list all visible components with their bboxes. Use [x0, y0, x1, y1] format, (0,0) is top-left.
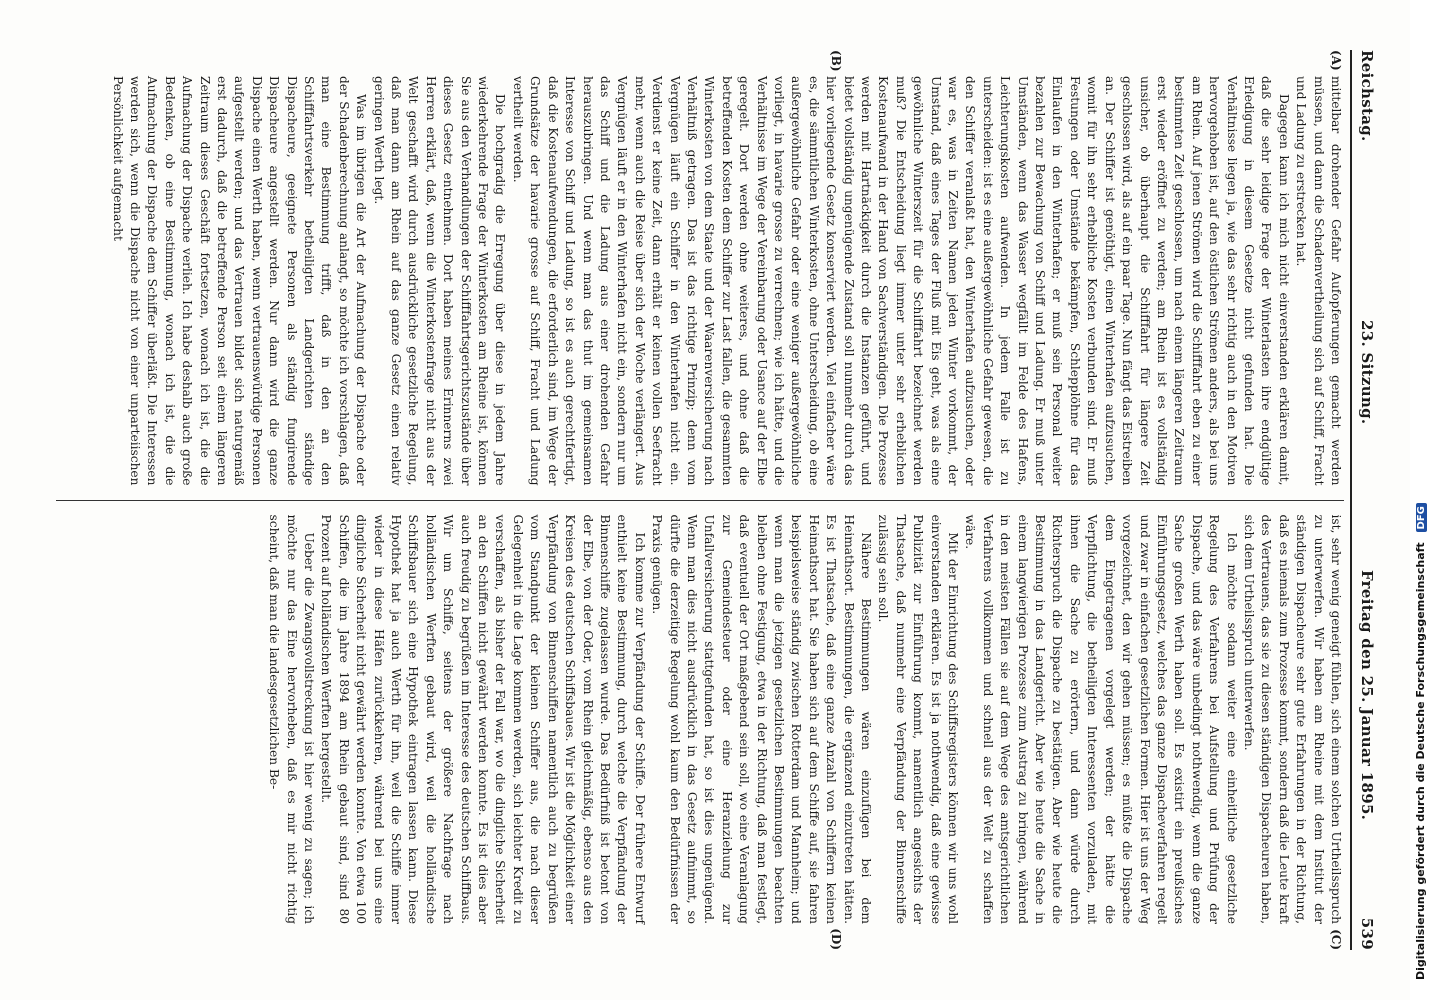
- stamp-text: [1414, 0, 1427, 980]
- header-session: 23. Sitzung.: [1358, 320, 1376, 425]
- paragraph: Nähere Bestimmungen wären einzufügen bei dem Heimathsort. Bestimmungen, die ergänzend einzutreten hätten. Es ist Thatsache, daß eine ganze Anzahl von Schiffern keinen Heimathsort hat. Sie haben sich auf dem Schiffe auf, sie fahren beispielsweise ständig zwischen Rotterdam und Mannheim; und wenn man die jetzigen gesetzlichen Bestimmungen beachten bleiben ohne Festigung, etwa in der Richtung, daß man festlegt, daß eventuell der Ort maßgebend sein soll, wo eine Veranlagung zur Gemeindesteuer oder eine Heranziehung zur Unfallversicherung stattgefunden hat, so ist dies ungenügend. Wenn man dies nicht ausdrücklich in das Gesetz aufnimmt, so dürfte die derzeitige Regelung wohl kaum den Bedürfnissen der Praxis genügen.: [650, 514, 874, 924]
- margin-marker-a: (A): [1329, 50, 1343, 71]
- page-header: [1350, 50, 1378, 950]
- margin-marker-b: (B): [829, 50, 843, 72]
- text-columns: [56, 50, 1344, 950]
- digitization-stamp: [1410, 0, 1432, 1000]
- paragraph: Ueber die Zwangsvollstreckung ist hier wenig zu sagen; ich möchte nur das Eine hervorheben, daß es mir nicht richtig scheint, daß man die landesgesetzlichen Be-: [267, 514, 317, 924]
- paragraph: Mit der Einrichtung des Schiffsregisters können wir uns wohl einverstanden erklären. Es ist ja nothwendig, daß eine gewisse Publizität zur Einführung kommt, namentlich angesichts der Thatsache, daß nunmehr eine Verpfändung der Binnenschiffe zulässig sein soll.: [876, 514, 961, 924]
- header-title: Reichstag.: [1358, 50, 1376, 142]
- margin-marker-d: (D): [829, 928, 843, 950]
- paragraph: mittelbar drohender Gefahr Aufopferungen gemacht werden müssen, und dann die Schadenvertheilung sich auf Schiff, Fracht und Ladung zu erstrecken hat.: [1294, 76, 1343, 486]
- margin-marker-c: (C): [1329, 929, 1343, 950]
- header-page-number: 539: [1358, 917, 1376, 950]
- dfg-logo: DFG: [1416, 503, 1427, 532]
- paragraph: Ich möchte sodann weiter eine einheitliche gesetzliche Regelung des Verfahrens bei Aufstellung und Prüfung der Dispache, und das wäre unbedingt nothwendig, wenn die ganze Sache großen Werth haben soll. Es existirt ein preußisches Einführungsgesetz, welches das ganze Dispacheverfahren regelt und zwar in einfachen gesetzlichen Formen. Hier ist uns der Weg vorgezeichnet, den wir gehen müssen; es müßte die Dispache dem Eingetragenen vorgelegt werden; der hätte die Verpflichtung, die betheiligten Interessenten vorzuladen, mit ihnen die Sache zu erörtern, und dann würde durch Richterspruch die Dispache zu bestätigen. Aber wie heute die Bestimmung in das Landgericht. Aber wie heute die Sache in einem langwierigen Prozesse zum Austrag zu bringen, während in den meisten Fällen sie auf dem Wege des amtsgerichtlichen Verfahrens vollkommen und schnell aus der Welt zu schaffen wäre.: [963, 514, 1239, 924]
- paragraph: Was im übrigen die Art der Aufmachung der Dispache oder der Schadenberechnung anlangt, so möchte ich vorschlagen, daß man eine Bestimmung trifft, daß in den an den Schifffahrtsverkehr betheiligten Landgerichten ständige Dispacheure, geeignete Personen als ständig fungirende Dispacheure angestellt werden. Nur dann wird die ganze Dispache einen Werth haben, wenn vertrauenswürdige Personen aufgestellt werden; und das Vertrauen bildet sich naturgemäß erst dadurch, daß die betreffende Person seit einem längeren Zeitraum dieses Geschäft fortsetzen, wonach ich ist, die die Aufmachung der Dispache verlieh. Ich habe deshalb auch große Bedenken, ob eine Bestimmung, wonach ich ist, die die Aufmachung der Dispache dem Schiffer überläßt. Die Interessen werden sich, wenn die Dispache nicht von einer unparteiischen Persönlichkeit aufgemacht: [110, 76, 369, 486]
- rotated-scan: [36, 20, 1396, 980]
- paragraph: Die hochgradig die Erregung über diese in jedem Jahre wiederkehrende Frage der Winterkosten am Rheine ist, können Sie aus den Verhandlungen der Schifffahrtsgerichtszustände über dieses Gesetz entnehmen. Dort haben meines Erinnerns zwei Herren erklärt, daß, wenn die Winterkostenfrage nicht aus der Welt geschafft wird durch ausdrückliche gesetzliche Regelung, daß man dann am Rhein auf das ganze Gesetz einen relativ geringen Werth legt.: [371, 76, 508, 486]
- column-right: [56, 501, 1344, 951]
- header-date: Freitag den 25. Januar 1895.: [1358, 570, 1376, 821]
- column-left: [56, 50, 1344, 500]
- paragraph: ist, sehr wenig geneigt fühlen, sich einem solchen Urtheilsspruch zu unterwerfen. Wir haben am Rheine mit dem Institut der ständigen Dispacheure sehr gute Erfahrungen in der Richtung, daß es niemals zum Prozesse kommt, sondern daß die Leute kraft des Vertrauens, das sie zu diesen ständigen Dispacheuren haben, sich dem Urtheilsspruch unterwerfen.: [1241, 514, 1343, 924]
- stamp-caption: Digitalisierung gefördert durch die Deutsche Forschungsgemeinschaft: [1414, 542, 1427, 980]
- paragraph: Ich komme zur Verpfändung der Schiffe. Der frühere Entwurf enthielt keine Bestimmung, durch welche die Verpfändung der Binnenschiffe zugelassen wurde. Das Bedürfniß ist betont von der Elbe, von der Oder, vom Rhein gleichmäßig, ebenso aus den Kreisen des deutschen Schiffsbaues. Wir ist die Möglichkeit einer Verpfändung von Binnenschiffen namentlich auch zu begrüßen vom Standpunkt der kleinen Schiffer aus, die nach dieser Gelegenheit in die Lage kommen werden, sich leichter Kredit zu verschaffen, als bisher der Fall war, wo die dingliche Sicherheit an den Schiffen nicht gewährt werden konnte. Es ist dies aber auch freudig zu begrüßen im Interesse des deutschen Schiffbaus. Wir um Schiffe, seitens der größere Nachfrage nach holländischen Werften gebaut wird, weil die holländische Schiffsbauer sich eine Hypothek eintragen lassen kann. Diese Hypothek hat ja auch Werth für ihn, weil die Schiffe immer wieder in diese Häfen zurückkehren, während bei uns eine dingliche Sicherheit nicht gewährt werden konnte. Von etwa 100 Schiffen, die im Jahre 1894 am Rhein gebaut sind, sind 80 Prozent auf holländischen Werften hergestellt.: [319, 514, 647, 924]
- document-sheet: [36, 20, 1396, 980]
- paragraph: Dagegen kann ich mich nicht einverstanden erklären damit, daß die sehr leidige Frage der Winterlasten ihre endgültige Erledigung in diesem Gesetze nicht gefunden hat. Die Verhältnisse liegen ja, wie das sehr richtig auch in den Motiven hervorgehoben ist, auf den östlichen Strömen anders, als bei uns am Rhein. Auf jenen Strömen wird die Schifffahrt eben zu einer bestimmten Zeit geschlossen, um nach einem längeren Zeitraum erst wieder eröffnet zu werden; am Rhein ist es vollständig unsicher, ob überhaupt die Schifffahrt für längere Zeit geschlossen wird, als auf ein paar Tage. Nun fängt das Eistreiben an. Der Schiffer ist genöthigt, einen Winterhafen aufzusuchen, womit für ihn sehr erhebliche Kosten verbunden sind. Er muß Festungen oder Umstände bekämpfen, Schlepplöhne für das Einlaufen in den Winterhafen; er muß sein Personal weiter bezahlen zur Bewachung von Schiff und Ladung. Er muß unter Umständen, wenn das Wasser wegfällt im Felde des Hafens, Leichterungskosten aufwenden. In jedem Falle ist zu unterscheiden: ist es eine außergewöhnliche Gefahr gewesen, die den Schiffer veranlaßt hat, den Winterhafen aufzusuchen, oder war es, was in Zeiten Namen jeden Winter vorkommt, der Umstand, daß eines Tages der Fluß mit Eis geht, was als eine gewöhnliche Winterszeit für die Schifffahrt bezeichnet werden muß? Die Entscheidung liegt immer unter sehr erheblichen Kostenaufwand in der Hand von Sachverständigen. Die Prozesse werden mit Hartnäckigkeit durch die Instanzen geführt, und bietet vollständig ungenügende Zustand soll nunmehr durch das hier vorliegende Gesetz konserviert werden. Viel einfacher wäre es, die sämmtlichen Winterkosten, ohne Unterscheidung, ob eine außergewöhnliche Gefahr oder eine weniger außergewöhnliche vorliegt, in havarie grosse zu verrechnen; wie ich hätte, und die Verhältnisse im Wege der Vereinbarung oder Usance auf der Elbe geregelt. Dort werden ohne weiteres, und ohne daß die betreffenden Kosten dem Schiffer zur Last fallen, die gesammten Winterkosten von dem Staate und der Waarenversicherung nach Verhältniß getragen. Das ist das richtige Prinzip; denn vom Vergnügen läuft ein Schiffer in den Winterhafen nicht ein. Verdienst er keine Zeit, dann erhält er keinen vollen Seefracht mehr, wenn auch die Reise über sich der Woche verlängert. Aus Vergnügen läuft er in den Winterhafen nicht ein, sondern nur um das Schiff und die Ladung aus einer drohenden Gefahr herauszubringen. Und wenn man das thut im gemeinsamen Interesse von Schiff und Ladung, so ist es auch gerechtfertigt, daß die Kostenaufwendungen, die erforderlich sind, im Wege der Grundsätze der havarie grosse auf Schiff, Fracht und Ladung vertheilt werden.: [510, 76, 1291, 486]
